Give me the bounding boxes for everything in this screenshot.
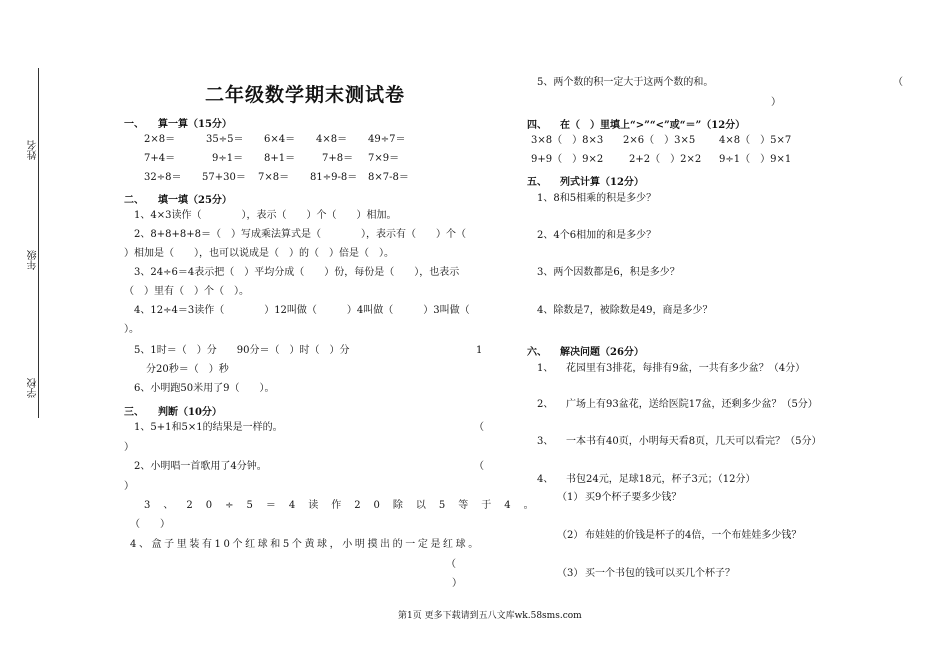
fill-line-1: 1、4×3读作（ ），表示（ ）个（ ）相加。 xyxy=(134,210,397,221)
calc-1-4: 4×8＝ xyxy=(316,134,348,145)
judge-q3-close: （ ） xyxy=(130,519,170,530)
subproblem-3-number: （3） xyxy=(557,568,584,579)
calc-1-3: 6×4＝ xyxy=(264,134,296,145)
calc-3-1: 32÷8＝ xyxy=(144,172,182,183)
subproblem-1-text: 买9个杯子要多少钱？ xyxy=(585,492,682,503)
section-1-heading: 算一算（15分） xyxy=(158,119,232,130)
section-4-number: 四、 xyxy=(527,120,547,131)
subproblem-2-number: （2） xyxy=(557,530,584,541)
calc-1-1: 2×8＝ xyxy=(144,134,176,145)
fill-line-8-tail: 1 xyxy=(476,345,483,356)
calc-3-2: 57+30＝ xyxy=(202,172,246,183)
judge-q1: 1、5+1和5×1的结果是一样的。 xyxy=(134,422,283,433)
formula-q3: 3、两个因数都是6，积是多少？ xyxy=(537,267,680,278)
fill-line-8: 5、1时＝（ ）分 90分＝（ ）时（ ）分 xyxy=(134,345,350,356)
judge-q4: 4、盒子里装有10个红球和5个黄球，小明摸出的一定是红球。 xyxy=(130,539,481,550)
calc-3-3: 7×8＝ xyxy=(258,172,290,183)
calc-1-2: 35÷5＝ xyxy=(206,134,244,145)
calc-2-1: 7+4＝ xyxy=(144,153,176,164)
calc-2-4: 7+8＝ xyxy=(322,153,354,164)
judge-q5: 5、两个数的积一定大于这两个数的和。 xyxy=(537,77,714,88)
fill-line-2: 2、8+8+8+8＝（ ）写成乘法算式是（ ），表示有（ ）个（ xyxy=(134,229,466,240)
section-3-heading: 判断（10分） xyxy=(158,407,222,418)
section-2-number: 二、 xyxy=(124,195,144,206)
fill-line-9: 分20秒＝（ ）秒 xyxy=(146,364,229,375)
problem-3-number: 3、 xyxy=(537,436,554,447)
section-3-number: 三、 xyxy=(124,407,144,418)
problem-1-number: 1、 xyxy=(537,363,554,374)
judge-q2-open: （ xyxy=(474,461,484,472)
fill-line-3: ）相加是（ ），也可以说成是（ ）的（ ）倍是（ ）。 xyxy=(124,248,394,259)
calc-2-2: 9÷1＝ xyxy=(212,153,244,164)
compare-2-3: 9÷1（ ）9×1 xyxy=(719,154,792,165)
section-4-heading: 在（ ）里填上“>”“<”或“＝”（12分） xyxy=(560,120,746,131)
section-5-heading: 列式计算（12分） xyxy=(560,177,644,188)
problem-2-number: 2、 xyxy=(537,399,554,410)
judge-q2-close: ） xyxy=(124,481,134,492)
fill-line-10: 6、小明跑50米用了9（ ）。 xyxy=(134,383,275,394)
formula-q1: 1、8和5相乘的积是多少？ xyxy=(537,193,657,204)
page-footer: 第1页 更多下载请到五八文库wk.58sms.com xyxy=(398,611,582,621)
judge-q3: 3、20÷5＝4读作20除以5等于4。 xyxy=(144,500,547,511)
fill-line-6: 4、12÷4＝3读作（ ）12叫做（ ）4叫做（ ）3叫做（ xyxy=(134,305,470,316)
margin-line xyxy=(38,68,39,418)
page-title: 二年级数学期末测试卷 xyxy=(205,84,406,106)
compare-1-2: 2×6（ ）3×5 xyxy=(623,135,696,146)
compare-1-1: 3×8（ ）8×3 xyxy=(531,135,604,146)
compare-2-1: 9+9（ ）9×2 xyxy=(531,154,604,165)
judge-q5-close: ） xyxy=(771,97,781,108)
calc-2-5: 7×9＝ xyxy=(368,153,400,164)
calc-3-5: 8×7-8＝ xyxy=(368,172,409,183)
section-6-heading: 解决问题（26分） xyxy=(560,347,644,358)
section-5-number: 五、 xyxy=(527,177,547,188)
fill-line-4: 3、24÷6＝4表示把（ ）平均分成（ ）份，每份是（ ），也表示 xyxy=(134,267,460,278)
subproblem-1-number: （1） xyxy=(557,492,584,503)
problem-4-number: 4、 xyxy=(537,474,554,485)
calc-3-4: 81÷9-8＝ xyxy=(310,172,358,183)
compare-1-3: 4×8（ ）5×7 xyxy=(719,135,792,146)
problem-2-text: 广场上有93盆花，送给医院17盆，还剩多少盆？（5分） xyxy=(566,399,818,410)
margin-label-grade: 年级 xyxy=(28,250,39,270)
judge-q1-close: ） xyxy=(124,442,134,453)
problem-1-text: 花园里有3排花，每排有9盆，一共有多少盆？（4分） xyxy=(566,363,806,374)
judge-q4-open: （ xyxy=(446,559,456,570)
section-2-heading: 填一填（25分） xyxy=(158,195,232,206)
fill-line-7: ）。 xyxy=(124,324,139,335)
compare-2-2: 2+2（ ）2×2 xyxy=(629,154,702,165)
section-6-number: 六、 xyxy=(527,347,547,358)
problem-3-text: 一本书有40页，小明每天看8页，几天可以看完？（5分） xyxy=(566,436,822,447)
judge-q5-open: （ xyxy=(893,77,903,88)
subproblem-3-text: 买一个书包的钱可以买几个杯子？ xyxy=(585,568,735,579)
judge-q1-open: （ xyxy=(474,422,484,433)
calc-2-3: 8+1＝ xyxy=(264,153,296,164)
margin-label-name: 姓名 xyxy=(28,140,39,160)
section-1-number: 一、 xyxy=(124,119,144,130)
judge-q4-close: ） xyxy=(452,578,462,589)
formula-q2: 2、4个6相加的和是多少？ xyxy=(537,230,657,241)
calc-1-5: 49÷7＝ xyxy=(368,134,406,145)
formula-q4: 4、除数是7，被除数是49，商是多少？ xyxy=(537,305,713,316)
problem-4-text: 书包24元，足球18元，杯子3元；（12分） xyxy=(566,474,756,485)
margin-label-school: 学校 xyxy=(28,378,39,398)
subproblem-2-text: 布娃娃的价钱是杯子的4倍，一个布娃娃多少钱？ xyxy=(585,530,802,541)
fill-line-5: （ ）里有（ ）个（ ）。 xyxy=(124,286,249,297)
judge-q2: 2、小明唱一首歌用了4分钟。 xyxy=(134,461,267,472)
